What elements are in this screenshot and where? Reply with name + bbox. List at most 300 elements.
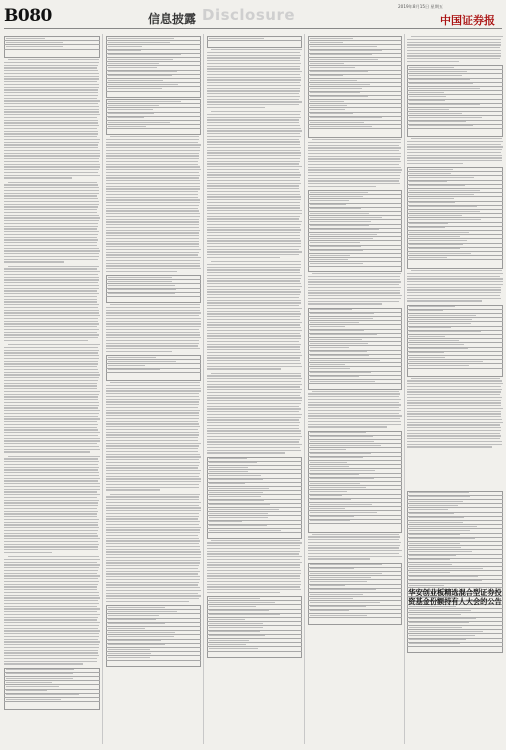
text-line [4, 513, 97, 514]
table-cell-text [409, 185, 465, 186]
text-line [4, 559, 100, 560]
text-line [4, 290, 97, 291]
text-line [4, 120, 98, 121]
text-line [4, 215, 99, 216]
text-line [207, 185, 299, 186]
text-line [4, 279, 99, 280]
table-cell-text [310, 351, 367, 352]
text-line [4, 652, 98, 653]
table-rule [106, 49, 201, 50]
table-cell-text [409, 580, 482, 581]
table-cell-text [409, 555, 456, 556]
text-line [4, 567, 99, 568]
table-rule [106, 622, 201, 623]
text-column-5 [407, 36, 503, 742]
text-line [207, 578, 300, 579]
text-line [4, 600, 98, 601]
table-cell-text [310, 355, 369, 356]
text-line [106, 155, 199, 156]
table-cell-text [310, 67, 355, 68]
table-cell-text [209, 640, 249, 641]
table-cell-text [409, 67, 454, 68]
text-line [407, 152, 501, 153]
text-line [4, 584, 98, 585]
table-rule [308, 266, 402, 267]
text-line [207, 341, 299, 342]
table-rule [4, 672, 100, 673]
text-line [207, 346, 300, 347]
table-cell-text [310, 217, 382, 218]
text-line [407, 55, 501, 56]
text-line [207, 562, 302, 563]
text-line [4, 407, 98, 408]
table-rule [4, 684, 100, 685]
table-cell-text [209, 509, 279, 510]
table-cell-text [409, 509, 448, 510]
table-rule [106, 44, 201, 45]
text-line [211, 49, 302, 50]
table-cell-text [310, 75, 343, 76]
table-cell-text [409, 357, 445, 358]
text-line [106, 451, 198, 452]
text-column-3 [207, 36, 302, 742]
text-line [106, 385, 200, 386]
table-cell-text [209, 517, 268, 518]
table-cell-text [310, 54, 372, 55]
text-line [4, 650, 98, 651]
text-line [106, 448, 198, 449]
table-rule [308, 383, 402, 384]
text-line [4, 198, 98, 199]
text-line [207, 79, 301, 80]
table-rule [308, 86, 402, 87]
text-line [407, 419, 502, 420]
text-line [106, 321, 201, 322]
text-line [4, 133, 98, 134]
text-line [207, 235, 300, 236]
table-rule [407, 363, 503, 364]
table-cell-text [108, 369, 160, 370]
table-rule [207, 604, 302, 605]
table-cell-text [409, 71, 467, 72]
text-line [106, 401, 199, 402]
table-cell-text [6, 690, 47, 691]
text-line [4, 187, 99, 188]
text-line [207, 85, 301, 86]
table-rule [407, 86, 503, 87]
table-rule [207, 473, 302, 474]
table-rule [106, 643, 201, 644]
table-cell-text [209, 38, 264, 39]
text-line [207, 177, 300, 178]
text-line [407, 380, 502, 381]
table-rule [308, 502, 402, 503]
table-cell-text [409, 622, 469, 623]
text-line [106, 191, 198, 192]
table-rule [308, 460, 402, 461]
text-line [110, 136, 199, 137]
table-cell-text [409, 361, 483, 362]
text-line [207, 324, 300, 325]
text-line [106, 565, 199, 566]
text-line [4, 206, 98, 207]
text-line [407, 155, 502, 156]
table-cell-text [209, 627, 263, 628]
table-cell-text [310, 470, 375, 471]
table-rule [207, 490, 302, 491]
table-cell-text [310, 516, 354, 517]
text-line [207, 338, 301, 339]
table-rule [407, 209, 503, 210]
text-line [207, 386, 300, 387]
table-rule [308, 53, 402, 54]
text-line [4, 570, 98, 571]
text-line [106, 496, 199, 497]
table-cell-text [108, 117, 144, 118]
text-line [207, 267, 301, 268]
text-line [106, 418, 199, 419]
text-line [207, 559, 300, 560]
table-cell-text [310, 229, 379, 230]
text-line [407, 163, 463, 164]
text-line [4, 323, 99, 324]
table-rule [308, 219, 402, 220]
text-column-4 [308, 36, 402, 742]
table-cell-text [209, 631, 260, 632]
text-line [207, 155, 301, 156]
text-line [207, 205, 300, 206]
text-line [4, 67, 97, 68]
text-line [308, 161, 401, 162]
table-cell-text [310, 126, 372, 127]
text-line [407, 389, 502, 390]
table-rule [207, 511, 302, 512]
table-rule [308, 366, 402, 367]
text-line [207, 570, 301, 571]
text-line [4, 402, 99, 403]
table-cell-text [409, 340, 459, 341]
text-line [4, 644, 99, 645]
table-rule [407, 334, 503, 335]
text-line [4, 483, 100, 484]
table-cell-text [209, 504, 270, 505]
text-line [207, 330, 302, 331]
header-rule [4, 28, 502, 29]
text-line [207, 289, 300, 290]
text-line [407, 289, 501, 290]
table-rule [207, 532, 302, 533]
text-line [4, 223, 98, 224]
table-rule [207, 465, 302, 466]
text-line [8, 59, 99, 60]
text-line [4, 592, 99, 593]
table-rule [407, 338, 503, 339]
text-line [207, 551, 300, 552]
table-rule [407, 313, 503, 314]
text-line [106, 595, 201, 596]
text-line [308, 180, 399, 181]
table-rule [207, 634, 302, 635]
text-line [207, 366, 302, 367]
text-line [4, 76, 99, 77]
table-cell-text [409, 643, 460, 644]
text-line [106, 410, 200, 411]
table-cell-text [310, 309, 352, 310]
table-cell-text [409, 618, 476, 619]
text-line [106, 172, 199, 173]
table-rule [407, 120, 503, 121]
text-line [4, 131, 98, 132]
table-rule [407, 646, 503, 647]
text-line [4, 628, 98, 629]
table-rule [308, 78, 402, 79]
table-cell-text [310, 381, 375, 382]
table-rule [106, 655, 201, 656]
table-rule [106, 86, 201, 87]
text-line [4, 315, 100, 316]
table-cell-text [6, 42, 63, 43]
text-line [207, 172, 300, 173]
text-line [4, 98, 97, 99]
text-line [207, 344, 301, 345]
text-line [106, 241, 199, 242]
text-line [4, 405, 99, 406]
text-line [207, 224, 301, 225]
table-rule [207, 478, 302, 479]
table-rule [308, 120, 402, 121]
table-rule [308, 600, 402, 601]
text-line [106, 351, 172, 352]
text-line [4, 380, 98, 381]
text-line [207, 422, 300, 423]
text-line [207, 246, 301, 247]
text-line [207, 163, 299, 164]
text-line [4, 293, 99, 294]
table-rule [207, 625, 302, 626]
text-line [4, 226, 98, 227]
text-line [207, 313, 301, 314]
text-line [8, 456, 100, 457]
table-cell-text [310, 46, 377, 47]
text-line [4, 288, 99, 289]
table-cell-text [310, 330, 364, 331]
text-line [106, 423, 199, 424]
text-line [207, 128, 301, 129]
table-cell-text [409, 505, 458, 506]
text-line [207, 414, 302, 415]
text-line [4, 586, 97, 587]
text-line [407, 444, 502, 445]
table-cell-text [108, 607, 165, 608]
table-rule [207, 520, 302, 521]
text-line [106, 332, 200, 333]
text-line [106, 249, 201, 250]
table-rule [308, 107, 402, 108]
text-line [106, 443, 201, 444]
text-line [4, 318, 98, 319]
table-rule [308, 198, 402, 199]
table-rule [308, 435, 402, 436]
table-cell-text [209, 492, 263, 493]
table-cell-text [409, 631, 483, 632]
text-line [4, 535, 98, 536]
table-cell-text [209, 525, 267, 526]
table-rule [106, 107, 201, 108]
text-line [106, 484, 199, 485]
text-line [106, 510, 201, 511]
text-line [4, 449, 100, 450]
text-line [4, 337, 98, 338]
text-line [4, 209, 97, 210]
table-rule [308, 324, 402, 325]
table-rule [4, 44, 100, 45]
text-line [106, 590, 201, 591]
data-table [308, 431, 402, 533]
text-line [4, 166, 100, 167]
table-rule [308, 341, 402, 342]
table-cell-text [209, 467, 248, 468]
table-cell-text [409, 190, 480, 191]
text-line [207, 174, 301, 175]
text-line [4, 562, 97, 563]
text-line [4, 193, 99, 194]
table-cell-text [108, 615, 159, 616]
text-line [207, 302, 301, 303]
table-cell-text [6, 669, 74, 670]
text-line [110, 304, 200, 305]
text-line [8, 182, 97, 183]
text-line [4, 312, 99, 313]
text-line [308, 418, 400, 419]
text-line [106, 169, 201, 170]
text-line [106, 505, 199, 506]
text-line [207, 207, 300, 208]
text-line [207, 403, 301, 404]
table-rule [106, 359, 201, 360]
text-line [308, 156, 401, 157]
table-rule [308, 494, 402, 495]
text-line [106, 216, 200, 217]
table-cell-text [310, 598, 353, 599]
text-line [4, 617, 98, 618]
text-line [407, 441, 502, 442]
text-line [4, 261, 64, 262]
table-cell-text [209, 496, 261, 497]
table-cell-text [409, 88, 480, 89]
text-line [4, 259, 98, 260]
text-line [106, 323, 201, 324]
text-line [4, 111, 99, 112]
text-line [4, 478, 100, 479]
text-line [4, 399, 98, 400]
text-line [207, 161, 300, 162]
table-cell-text [409, 568, 483, 569]
text-line [4, 475, 99, 476]
text-line [110, 382, 200, 383]
text-line [4, 136, 97, 137]
text-line [106, 396, 199, 397]
text-line [207, 564, 300, 565]
text-line [308, 295, 402, 296]
text-line [4, 201, 99, 202]
text-line [106, 481, 201, 482]
text-line [4, 161, 99, 162]
table-cell-text [310, 453, 371, 454]
table-rule [308, 617, 402, 618]
table-cell-text [108, 59, 173, 60]
table-rule [407, 638, 503, 639]
text-line [308, 556, 402, 557]
table-rule [308, 316, 402, 317]
table-rule [407, 309, 503, 310]
table-rule [4, 49, 100, 50]
table-cell-text [409, 635, 475, 636]
table-cell-text [310, 347, 349, 348]
table-cell-text [409, 181, 447, 182]
text-line [407, 146, 503, 147]
text-line [106, 538, 199, 539]
text-line [308, 279, 400, 280]
text-line [207, 433, 301, 434]
text-line [4, 366, 97, 367]
table-cell-text [310, 255, 350, 256]
table-cell-text [108, 71, 177, 72]
text-line [4, 500, 99, 501]
text-line [407, 386, 501, 387]
text-line [106, 434, 199, 435]
text-line [4, 438, 100, 439]
table-cell-text [310, 42, 343, 43]
table-cell-text [310, 117, 382, 118]
table-cell-text [108, 88, 162, 89]
table-rule [106, 630, 201, 631]
table-cell-text [310, 50, 382, 51]
text-line [4, 502, 98, 503]
table-rule [106, 279, 201, 280]
text-line [207, 74, 300, 75]
text-line [407, 402, 501, 403]
text-line [106, 440, 198, 441]
table-rule [106, 363, 201, 364]
table-cell-text [310, 84, 370, 85]
table-cell-text [409, 323, 471, 324]
table-cell-text [310, 474, 359, 475]
table-rule [207, 630, 302, 631]
text-line [4, 125, 99, 126]
text-line [308, 545, 400, 546]
table-rule [407, 321, 503, 322]
text-line [4, 334, 99, 335]
text-line [207, 384, 302, 385]
text-line [4, 81, 97, 82]
table-cell-text [409, 319, 472, 320]
table-cell-text [310, 568, 354, 569]
table-cell-text [108, 361, 176, 362]
text-line [4, 489, 100, 490]
text-line [106, 487, 199, 488]
text-line [207, 272, 300, 273]
table-cell-text [209, 619, 245, 620]
text-line [407, 160, 502, 161]
text-line [4, 65, 98, 66]
table-rule [106, 116, 201, 117]
table-rule [407, 234, 503, 235]
text-line [207, 275, 302, 276]
text-line [308, 410, 401, 411]
text-line [407, 144, 501, 145]
table-cell-text [310, 602, 380, 603]
text-line [207, 152, 301, 153]
